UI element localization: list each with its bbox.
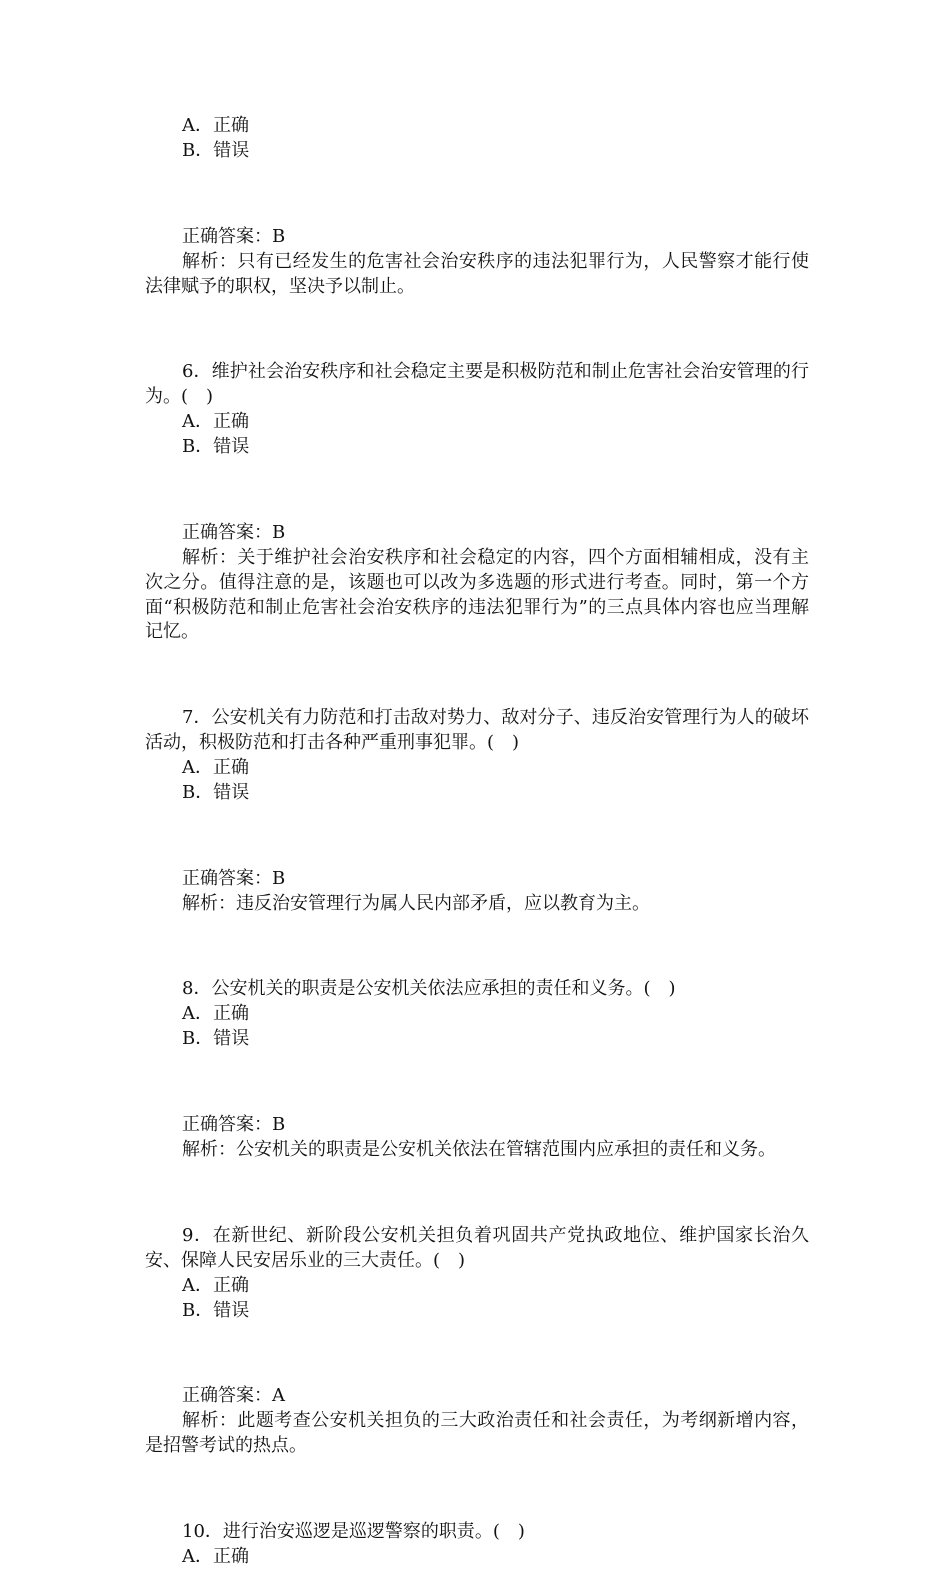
correct-answer: 正确答案：B <box>182 521 286 543</box>
answer-option: B．错误 <box>182 781 250 803</box>
question-text: 7．公安机关有力防范和打击敌对势力、敌对分子、违反治安管理行为人的破坏活动，积极防范和打击各种严重刑事犯罪。( ) <box>145 707 809 754</box>
blank-line <box>145 824 809 849</box>
answer-option: A．正确 <box>182 115 249 136</box>
explanation-text: 解析：公安机关的职责是公安机关依法在管辖范围内应承担的责任和义务。 <box>182 1138 776 1160</box>
explanation-text: 解析：只有已经发生的危害社会治安秩序的违法犯罪行为，人民警察才能行使法律赋予的职权，坚决予以制止。 <box>145 250 809 297</box>
explanation-text: 解析：关于维护社会治安秩序和社会稳定的内容，四个方面相辅相成，没有主次之分。值得注意的是，该题也可以改为多选题的形式进行考查。同时，第一个方面“积极防范和制止危害社会治安秩序的违法犯罪行为”的三点具体内容也应当理解记忆。 <box>145 546 809 643</box>
explanation-text: 解析：此题考查公安机关担负的三大政治责任和社会责任，为考纲新增内容，是招警考试的热点。 <box>145 1410 809 1457</box>
correct-answer: 正确答案：B <box>182 225 286 247</box>
answer-option: A．正确 <box>182 757 249 779</box>
answer-option: A．正确 <box>182 1545 249 1567</box>
blank-line <box>145 182 809 207</box>
question-text: 10．进行治安巡逻是巡逻警察的职责。( ) <box>182 1520 525 1542</box>
blank-line <box>145 478 809 503</box>
blank-line <box>145 1070 809 1095</box>
answer-option: A．正确 <box>182 1003 249 1025</box>
blank-line <box>145 935 809 960</box>
question-text: 8．公安机关的职责是公安机关依法应承担的责任和义务。( ) <box>182 978 676 1000</box>
document-content <box>145 114 809 1570</box>
answer-option: B．错误 <box>182 436 250 458</box>
blank-line <box>145 1181 809 1206</box>
blank-line <box>145 317 809 342</box>
question-text: 6．维护社会治安秩序和社会稳定主要是积极防范和制止危害社会治安管理的行为。( ) <box>145 361 809 408</box>
answer-option: B．错误 <box>182 139 250 161</box>
blank-line <box>145 663 809 688</box>
answer-option: B．错误 <box>182 1299 250 1321</box>
correct-answer: 正确答案：A <box>182 1385 285 1407</box>
answer-option: A．正确 <box>182 1274 249 1296</box>
explanation-text: 解析：违反治安管理行为属人民内部矛盾，应以教育为主。 <box>182 892 650 914</box>
correct-answer: 正确答案：B <box>182 1114 286 1136</box>
answer-option: A．正确 <box>182 411 249 433</box>
correct-answer: 正确答案：B <box>182 867 286 889</box>
question-text: 9．在新世纪、新阶段公安机关担负着巩固共产党执政地位、维护国家长治久安、保障人民安居乐业的三大责任。( ) <box>145 1224 809 1271</box>
blank-line <box>145 1341 809 1366</box>
blank-line <box>145 1477 809 1502</box>
answer-option: B．错误 <box>182 1028 250 1050</box>
